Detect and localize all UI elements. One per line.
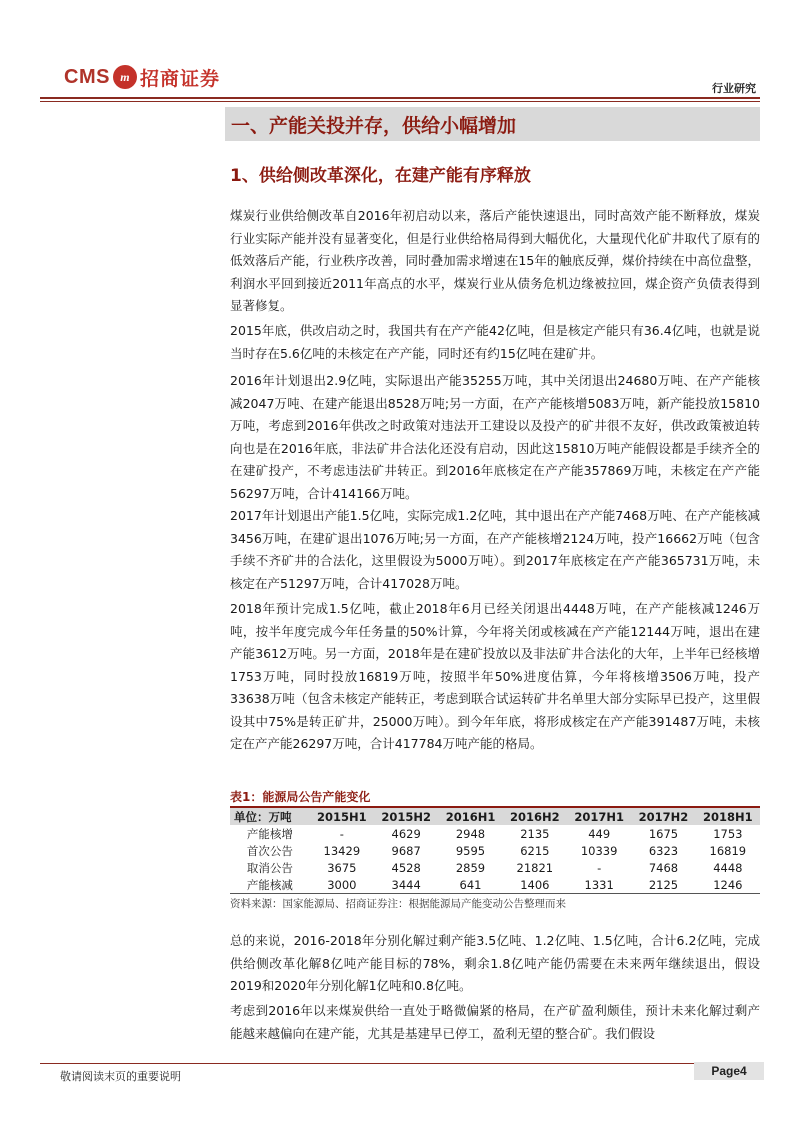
table-cell: 2135: [520, 826, 550, 841]
header-divider: [40, 97, 760, 99]
table-cell: 1246: [696, 876, 760, 894]
table-cell: 449: [588, 826, 611, 841]
table-cell: 16819: [709, 843, 747, 858]
subsection-title: 1、供给侧改革深化，在建产能有序释放: [230, 166, 531, 186]
table-cell: 9687: [391, 843, 421, 858]
footer-disclaimer: 敬请阅读末页的重要说明: [60, 1070, 181, 1083]
table-cell: 2125: [631, 876, 695, 894]
paragraph-1: 煤炭行业供给侧改革自2016年初启动以来，落后产能快速退出，同时高效产能不断释放，煤炭行业实际产能并没有显著变化，但是行业供给格局得到大幅优化，大量现代化矿井取代了原有的低效落后产能，行业秩序改善，同时叠加需求增速在15年的触底反弹，煤价持续在中高位盘整，利润水平回到接近2011年高点的水平，煤炭行业从债务危机边缘被拉回，煤企资产负债表得到显著修复。: [230, 208, 760, 313]
table-title: 表1：能源局公告产能变化: [230, 790, 371, 804]
paragraph-3: 2016年计划退出2.9亿吨，实际退出产能35255万吨，其中关闭退出24680万吨、在产产能核减2047万吨、在建产能退出8528万吨;另一方面，在产产能核增5083万吨，新产能投放15810万吨，考虑到2016年供改之时政策对违法开工建设以及投产的矿井很不友好，供改政策被迫转向也是在2016年底，非法矿井合法化还没有启动，因此这15810万吨产能假设都是手续齐全的在建矿投产，不考虑违法矿井转正。到2016年底核定在产产能357869万吨，未核定在产产能56297万吨，合计414166万吨。: [230, 373, 760, 501]
table-cell: 6323: [648, 843, 679, 858]
table-cell: 9595: [455, 843, 486, 858]
paragraph-6: 总的来说，2016-2018年分别化解过剩产能3.5亿吨、1.2亿吨、1.5亿吨，合计6.2亿吨，完成供给侧改革化解8亿吨产能目标的78%，剩余1.8亿吨产能仍需要在未来两年继续退出，假设2019和2020年分别化解1亿吨和0.8亿吨。: [230, 933, 760, 993]
paragraph-5: 2018年预计完成1.5亿吨，截止2018年6月已经关闭退出4448万吨，在产产能核减1246万吨，按半年度完成今年任务量的50%计算，今年将关闭或核减在产产能12144万吨，退出在建产能3612万吨。另一方面，2018年是在建矿投放以及非法矿井合法化的大年，上半年已经核增1753万吨，同时投放16819万吨，按照半年50%进度估算，今年将核增3506万吨，投产33638万吨（包含未核定产能转正，考虑到联合试运转矿井名单里大部分实际早已投产，这里假设其中75%是转正矿井，25000万吨）。到今年年底，将形成核定在产产能391487万吨，未核定在产产能26297万吨，合计417784万吨产能的格局。: [230, 601, 760, 751]
table-cell: 1331: [567, 876, 631, 894]
table-cell: 4528: [391, 860, 421, 875]
logo-text-cn: 招商证券: [139, 67, 220, 90]
table-row: [230, 825, 760, 842]
table-header-row: [230, 807, 760, 825]
table-cell: 1406: [503, 876, 567, 894]
table-row: [230, 859, 760, 876]
section-title-bar: [225, 107, 760, 141]
table-cell: 6215: [520, 843, 550, 858]
column-header: 2015H2: [374, 807, 438, 825]
table-cell: 3444: [374, 876, 438, 894]
company-logo: [64, 62, 220, 92]
table-cell: 4448: [713, 860, 743, 875]
table-cell: -: [339, 826, 344, 841]
table-cell: 3000: [310, 876, 374, 894]
table-cell: 10339: [580, 843, 618, 858]
column-header: 2015H1: [310, 807, 374, 825]
row-label: 产能核减: [230, 876, 310, 894]
table-cell: -: [597, 860, 602, 875]
paragraph-2: 2015年底，供改启动之时，我国共有在产产能42亿吨，但是核定产能只有36.4亿吨，也就是说当时存在5.6亿吨的未核定在产产能，同时还有约15亿吨在建矿井。: [230, 323, 760, 361]
table-source-note: 资料来源：国家能源局、招商证券注：根据能源局产能变动公告整理而来: [230, 898, 566, 910]
table-cell: 3675: [327, 860, 357, 875]
column-header: 2017H2: [631, 807, 695, 825]
table-cell: 1753: [713, 826, 743, 841]
table-cell: 7468: [648, 860, 679, 875]
report-category: 行业研究: [712, 82, 756, 95]
column-header: 2017H1: [567, 807, 631, 825]
paragraph-7: 考虑到2016年以来煤炭供给一直处于略微偏紧的格局，在产矿盈利颇佳，预计未来化解过剩产能越来越偏向在建产能，尤其是基建早已停工，盈利无望的整合矿。我们假设: [230, 1003, 760, 1041]
table-row: [230, 876, 760, 894]
table-row: [230, 842, 760, 859]
table-cell: 4629: [391, 826, 421, 841]
paragraph-4: 2017年计划退出产能1.5亿吨，实际完成1.2亿吨，其中退出在产产能7468万吨、在产产能核减3456万吨，在建矿退出1076万吨;另一方面，在产产能核增2124万吨，投产16662万吨（包含手续不齐矿井的合法化，这里假设为5000万吨）。到2017年底核定在产产能365731万吨，未核定在产51297万吨，合计417028万吨。: [230, 508, 760, 591]
capacity-table: [230, 806, 760, 894]
page-number: Page4: [694, 1062, 764, 1080]
row-label: 取消公告: [246, 860, 293, 875]
table-cell: 2948: [455, 826, 486, 841]
table-cell: 641: [438, 876, 502, 894]
table-cell: 1675: [648, 826, 679, 841]
column-header: 2018H1: [696, 807, 760, 825]
table-unit-label: 单位：万吨: [230, 807, 310, 825]
table-cell: 21821: [516, 860, 554, 875]
section-title: 一、产能关投并存，供给小幅增加: [231, 114, 517, 137]
logo-text-en: CMS: [64, 65, 110, 88]
row-label: 产能核增: [246, 826, 293, 841]
table-cell: 2859: [455, 860, 486, 875]
footer-divider: [40, 1063, 760, 1064]
table-cell: 13429: [323, 843, 361, 858]
header-divider-thin: [40, 101, 760, 102]
row-label: 首次公告: [246, 843, 293, 858]
column-header: 2016H2: [503, 807, 567, 825]
column-header: 2016H1: [438, 807, 502, 825]
logo-badge-icon: m: [113, 65, 137, 89]
